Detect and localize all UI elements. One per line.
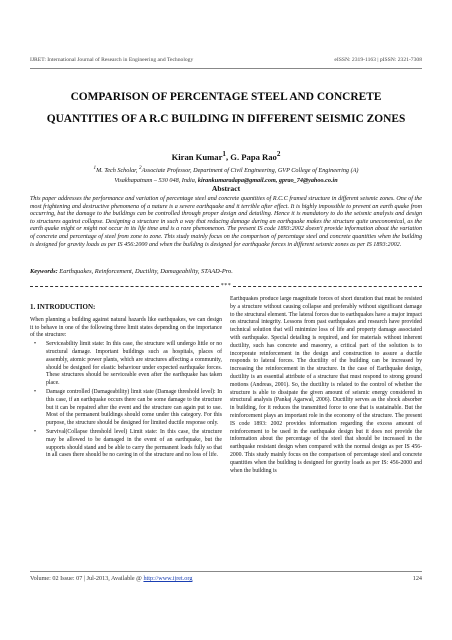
running-footer	[30, 575, 422, 582]
authors	[30, 150, 422, 162]
bullet-icon: •	[34, 341, 37, 348]
separator-dash-right	[233, 286, 422, 287]
affil-role-1: M. Tech Scholar,	[96, 167, 140, 175]
affiliation-line-1	[30, 164, 422, 176]
section-separator	[30, 282, 422, 290]
abstract-text: This paper addresses the performance and variation of percentage steel and concrete quantities of R.C.C framed structure in different seismic zones. One of the most frightening and destructive phenomena of a nature is a severe earthquake and it terrible after effect. It is highly impossible to prevent an earth quake from occurring, but the damage to the buildings can be controlled through proper design and detailing. Hence it is mandatory to do the seismic analysis and design to structures against collapse. Designing a structure in such a way that reducing damage during an earthquake makes the structure quite uneconomical, as the earth quake might or might not occur in its life time and is a rare phenomenon. The present IS code 1893:2002 doesn't provide information about the variation of concrete and percentage of steel from zone to zone. This study mainly focus on the comparison of percentage steel and concrete quantities when the building is designed for gravity loads as per IS 456:2000 and when the building is designed for earthquake forces in different seismic zones as per IS 1893:2002.	[30, 196, 422, 248]
title-line-1: COMPARISON OF PERCENTAGE STEEL AND CONCRETE	[70, 91, 382, 103]
affiliation	[30, 164, 422, 185]
affil-sup-1: 1	[93, 165, 97, 171]
separator-stars: ***	[220, 283, 232, 289]
introduction-heading: 1. INTRODUCTION:	[30, 303, 96, 311]
right-column-paragraph: Earthquakes produce large magnitude forces of short duration that must be resisted by a structure without causing collapse and preferably without significant damage to the structural element. The lateral forces due to earthquakes have a major impact on structural integrity. Lessons from past earthquakes and research have provided technical solution that will minimize loss of life and property damage associated with earthquake. Special detailing is required, and for materials without inherent ductility, such has concrete and masonry, a critical part of the solution is to incorporate reinforcement in the design and construction to assure a ductile responds to lateral forces. The ductility of the building can be increased by increasing the reinforcement in the structure. In the case of Earthquake design, ductility is an essential attribute of a structure that must respond to strong ground motions (Andreas, 2001). So, the ductility is related to the control of whether the structure is able to dissipate the given amount of seismic energy considered in structural analysis (Pankaj Agarwal, 2006). Ductility serves as the shock absorber in building, for it reduces the transmitted force to one that is sustainable. But the reinforcement plays an important role in the economy of the structure. The present IS code 1893: 2002 provides information regarding the excess amount of reinforcement to be used in the earthquake design but it does not provide the information about the percentage of the steel that should be increased in the earthquake resistant design when compared with the normal design as per IS 456-2000. This study mainly focus on the comparison of percentage steel and concrete quantities when the building is designed for gravity loads as per IS: 456-2000 and when the building is	[230, 296, 422, 474]
volume-info	[30, 575, 192, 582]
author-sep: ,	[226, 151, 231, 162]
author-emails: kirankumaradapa@gmail.com, gprao_74@yahoo.co.in	[197, 176, 338, 184]
header-rule	[30, 68, 422, 69]
running-header	[30, 57, 422, 63]
affil-role-2: Associate Professor, Department of Civil Engineering, GVP College of Engineering (A)	[141, 167, 359, 175]
list-item-text: Serviceability limit state: In this case, the structure will undergo little or no structural damage. Important buildings such as hospitals, places of assembly, atomic power plants, which are structures affecting a community, should be designed for elastic behaviour under expected earthquake forces. These structures should be serviceable even after the earthquake has taken place.	[46, 341, 222, 387]
list-item	[34, 388, 222, 428]
keywords-list: Earthquakes, Reinforcement, Ductility, Damageability, STAAD-Pro.	[57, 268, 233, 275]
author-1-sup: 1	[222, 150, 226, 158]
keywords	[30, 268, 422, 275]
list-item-text: Survival(Collapse threshold level) Limit state: In this case, the structure may be allowed to be damaged in the event of an earthquake, but the supports should stand and be able to carry the permanent loads fully so that in all cases there should be no caving in of the structure and no loss of life.	[46, 428, 222, 459]
abstract-heading: Abstract	[211, 184, 241, 193]
title-line-2: QUANTITIES OF A R.C BUILDING IN DIFFERENT SEISMIC ZONES	[46, 113, 406, 125]
list-item	[34, 341, 222, 388]
limit-states-list	[30, 341, 222, 460]
footer-rule	[30, 571, 422, 572]
bullet-icon: •	[34, 428, 37, 435]
author-2-sup: 2	[276, 150, 281, 158]
journal-name: IJRET: International Journal of Research in Engineering and Technology	[30, 57, 194, 63]
left-column	[30, 296, 222, 571]
journal-link[interactable]: http://www.ijret.org	[143, 575, 193, 582]
author-2: G. Papa Rao	[230, 151, 277, 162]
affil-address: Visakhapatnam – 530 048, India,	[114, 176, 198, 184]
volume-text: Volume: 02 Issue: 07 | Jul-2013, Available @	[30, 575, 144, 582]
bullet-icon: •	[34, 388, 37, 395]
keywords-label: Keywords:	[30, 268, 58, 275]
affil-sup-2: 2	[139, 165, 142, 171]
list-item-text: Damage controlled (Damageability) limit state (Damage threshold level): In this case, if an earthquake occurs there can be some damage to the structure but it can be repaired after the event and the structure can again put to use. Most of the permanent buildings should come under this category. For this purpose, the structure should be designed for limited ductile response only.	[46, 388, 222, 427]
page-number: 124	[412, 575, 422, 582]
author-1: Kiran Kumar	[171, 151, 223, 162]
list-item	[34, 428, 222, 460]
intro-paragraph: When planning a building against natural hazards like earthquakes, we can design it to behave in one of the following three limit states depending on the importance of the structure:	[30, 316, 222, 339]
separator-dash-left	[30, 286, 219, 287]
right-column	[230, 296, 422, 571]
paper-title	[30, 86, 422, 130]
issn: eISSN: 2319-1163 | pISSN: 2321-7308	[334, 57, 422, 63]
